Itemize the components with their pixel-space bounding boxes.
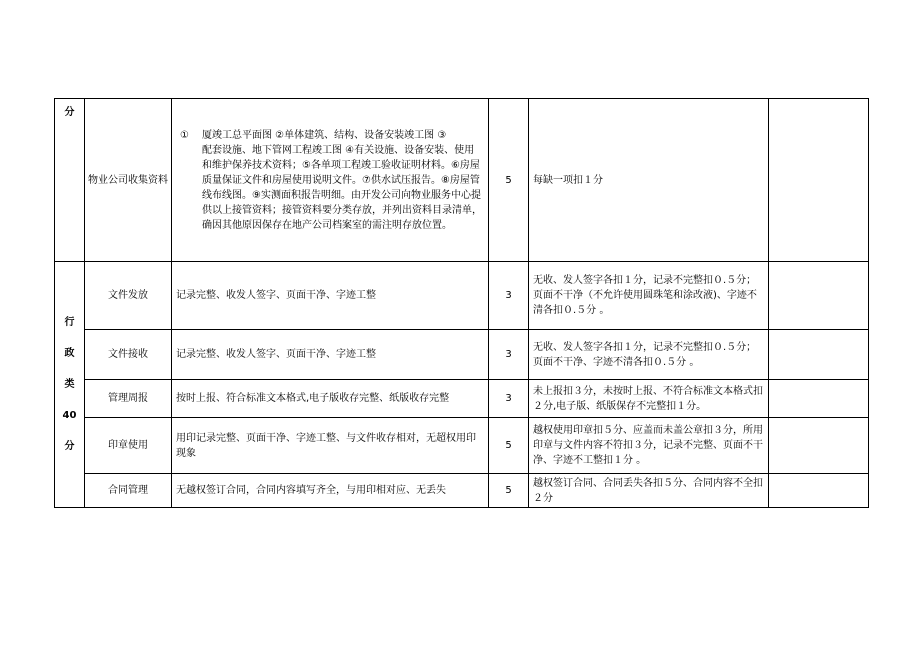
score-cell: 3: [489, 330, 529, 380]
table-row: [55, 99, 869, 262]
category-char: 政: [64, 348, 75, 359]
category-char: 类: [64, 379, 75, 390]
remarks-cell: [769, 262, 869, 330]
requirement-cell: [172, 99, 489, 262]
category-cell: [55, 262, 85, 508]
category-cell: 分: [55, 99, 85, 262]
requirement-text: 厦竣工总平面图 ②单体建筑、结构、设备安装竣工图 ③: [202, 129, 447, 141]
remarks-cell: [769, 330, 869, 380]
table-row: [55, 474, 869, 508]
table-row: [55, 330, 869, 380]
item-cell: 文件发放: [85, 262, 172, 330]
item-cell: 印章使用: [85, 418, 172, 474]
item-cell: 文件接收: [85, 330, 172, 380]
score-cell: 5: [489, 418, 529, 474]
remarks-cell: [769, 380, 869, 418]
requirement-cell: 无越权签订合同，合同内容填写齐全，与用印相对应、无丢失: [172, 474, 489, 508]
remarks-cell: [769, 418, 869, 474]
score-cell: 3: [489, 380, 529, 418]
rule-cell: 每缺一项扣１分: [529, 99, 769, 262]
evaluation-table: [54, 98, 869, 508]
rule-cell: 无收、发人签字各扣１分，记录不完整扣０.５分；页面不干净（不允许使用圆珠笔和涂改液)、字迹不清各扣０.５分 。: [529, 262, 769, 330]
requirement-cell: 记录完整、收发人签字、页面干净、字迹工整: [172, 330, 489, 380]
requirement-cell: 用印记录完整、页面干净、字迹工整、与文件收存相对，无超权用印现象: [172, 418, 489, 474]
rule-cell: 未上报扣３分，未按时上报、不符合标准文本格式扣２分,电子版、纸版保存不完整扣１分。: [529, 380, 769, 418]
score-cell: 3: [489, 262, 529, 330]
category-char: 分: [64, 441, 75, 452]
rule-cell: 越权签订合同、合同丢失各扣５分、合同内容不全扣２分: [529, 474, 769, 508]
item-cell: 物业公司收集资料: [85, 99, 172, 262]
score-cell: 5: [489, 474, 529, 508]
requirement-text: 配套设施、地下管网工程竣工图 ④有关设施、设备安装、使用和维护保养技术资料；⑤各单项工程竣工验收证明材料。⑥房屋质量保证文件和房屋使用说明文件。⑦供水试压报告。⑧房屋管线布线图。⑨实测面积报告明细。由开发公司向物业服务中心提供以上接管资料；接管资料要分类存放，并列出资料目录清单，确因其他原因保存在地产公司档案室的需注明存放位置。: [202, 144, 482, 231]
remarks-cell: [769, 99, 869, 262]
category-char: 40: [62, 410, 77, 421]
table-row: [55, 380, 869, 418]
item-cell: 管理周报: [85, 380, 172, 418]
rule-cell: 无收、发人签字各扣１分，记录不完整扣０.５分；页面不干净、字迹不清各扣０.５分 。: [529, 330, 769, 380]
score-cell: 5: [489, 99, 529, 262]
item-cell: 合同管理: [85, 474, 172, 508]
remarks-cell: [769, 474, 869, 508]
rule-cell: 越权使用印章扣５分、应盖而未盖公章扣３分，所用印章与文件内容不符扣３分，记录不完整、页面不干净、字迹不工整扣１分 。: [529, 418, 769, 474]
table-row: [55, 262, 869, 330]
list-marker: ①: [180, 129, 189, 141]
requirement-cell: 记录完整、收发人签字、页面干净、字迹工整: [172, 262, 489, 330]
requirement-cell: 按时上报、符合标准文本格式,电子版收存完整、纸版收存完整: [172, 380, 489, 418]
table-row: [55, 418, 869, 474]
category-char: 行: [64, 317, 75, 328]
